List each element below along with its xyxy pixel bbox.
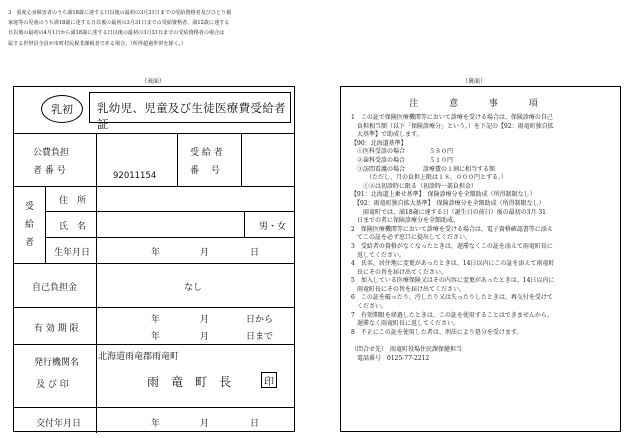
note-line: ②歯科受診の場合 ５１０円 [351,156,454,164]
rule [244,211,245,237]
note-line: ③訪問看護の場合 診療費の１割に相当する額 [351,165,496,173]
rule [45,211,294,212]
address-label: 住 所 [59,196,87,206]
rule [14,133,294,134]
date-year: 年 [151,315,161,325]
note-line: 大基準】で助成します。 [351,131,423,139]
name-label: 氏 名 [59,222,87,232]
recipient-label: 受 給 者 [190,148,223,158]
date-year: 年 [151,419,161,429]
date-month: 月 [200,332,210,342]
date-day: 日 [250,419,260,429]
rule [14,307,294,308]
date-year: 年 [151,332,161,342]
note-line: ①②は初診時に限る（初診時一部負担金） [351,182,478,190]
top-note-line: 日以後の最初の4月1日から満18歳に達する日以後の最初の3月31日までの受給資格者の場合は [8,30,225,37]
rule [14,407,294,408]
validity-from: 日から [246,315,274,325]
back-side-label: （裏面） [462,78,487,85]
rule [96,133,97,186]
note-line: 日までの者に保険診療分を全額助成。 [351,217,460,225]
note-line: てこの証を必ず窓口に提出してください。 [351,234,472,242]
recipient-vertical: 者 [25,238,35,248]
sex-field: 男・女 [259,222,287,232]
copay-label: 自己負担金 [32,283,78,293]
rule [241,133,242,186]
recipient-label: 番 号 [190,166,220,176]
top-note-line: 家庭等の児童のうち満18歳に達する日以後の最初の3月31日までの受給資格者、満12歳に達する [8,20,230,27]
rule [45,237,294,238]
issuer-label: 及 び 印 [36,380,69,390]
note-line: 7 有効期限を経過したときは、この証を使用することはできませんから、 [351,311,553,319]
birth-label: 生年月日 [54,248,91,258]
note-line: 3 受給者の資格がなくなったときは、遅滞なくこの証を添えて雨竜町長に [351,242,553,250]
payer-label: 者 番 号 [33,166,66,176]
rule [96,186,97,433]
issuer-label: 発行機関名 [34,358,80,368]
note-line: 負担相当額（以下「保険診療分」という。）を下記の【92：雨竜町独自拡 [351,122,554,130]
contact-line: （問合せ先） 雨竜町役場住民課保健担当 [351,346,463,354]
note-line: 5 加入している医療保険又はその内容に変更があったときは、14日以内に [351,277,555,285]
date-month: 月 [200,315,210,325]
back-card [340,86,621,432]
note-line: ①医科受診の場合 ５８０円 [351,148,454,156]
rule [177,133,178,186]
validity-to: 日まで [246,332,274,342]
contact-line: 電話番号 0125-77-2212 [351,354,430,362]
front-card [13,86,295,432]
seal-stamp: 印 [261,372,277,388]
rule [45,186,46,263]
note-line: 8 不正にこの証を使用した者は、刑法により処分を受けます。 [351,328,523,336]
note-line: 【92：雨竜町独自拡大基準】 保険診療分を全額助成（所得制限なし） [351,199,545,207]
note-line: （ただし、月の負担上限は１８，０００円とする。） [351,174,508,182]
notes-title: 注 意 事 項 [409,99,552,109]
note-line: 返してください。 [351,251,406,259]
copay-value: なし [184,283,203,293]
top-note [8,8,308,49]
rule [14,263,294,264]
note-line: 6 この証を破ったり、汚したり又は失ったりしたときは、再交付を受けて [351,294,553,302]
note-line: 雨竜町長にその旨を届け出てください。 [351,285,466,293]
note-line [351,337,613,346]
card-title: 乳幼児、児童及び生徒医療費受給者証 [97,101,286,131]
payer-number: 92011154 [113,171,157,181]
date-year: 年 [151,248,161,258]
badge: 乳初 [41,95,83,123]
note-line: 1 この証で保険医療機関等において診療を受ける場合は、保険診療の自己 [351,114,553,121]
note-line: 【91：北海道上乗せ基準】 保険診療分を全額助成（所得制限なし） [351,191,536,199]
note-line: 雨竜町では、満18歳に達する日（誕生日の前日）後の最初の3月 31 [351,208,546,216]
recipient-vertical: 受 [25,202,35,212]
note-line: 遅滞なく雨竜町長に返してください。 [351,320,460,328]
payer-label: 公費負担 [33,148,70,158]
note-line: 2 保険医療機関等において診療を受ける場合は、電子資格確認書等に添え [351,225,553,233]
rule [14,344,294,345]
issuer-address: 北海道雨竜郡雨竜町 [98,352,180,362]
note-line: 長にその旨を届け出てください。 [351,268,448,276]
date-month: 月 [200,419,210,429]
note-line: 4 氏名、居住地に変更があったときは、14日以内にこの証を添えて雨竜町 [351,260,555,268]
top-note-line: 属する世帯員全員が市町村民税非課税者である場合。（所得超過世帯を除く。） [8,40,187,47]
top-note-line: 3 重度心身障害者のうち満18歳に達する日以後の最初の3月31日までの受給資格者及びひとり親 [8,10,232,16]
validity-label: 有 効 期 限 [34,324,79,334]
front-side-label: （表面） [141,78,166,85]
date-month: 月 [200,248,210,258]
issue-date-label: 交付年月日 [36,419,82,429]
issuer-name: 雨 竜 町 長 [147,375,232,389]
rule [14,186,294,187]
date-day: 日 [250,248,260,258]
recipient-vertical: 給 [25,220,35,230]
note-line: 【90：北海道基準】 [351,139,407,147]
note-line: ください。 [351,303,388,311]
notes-body [351,114,613,363]
